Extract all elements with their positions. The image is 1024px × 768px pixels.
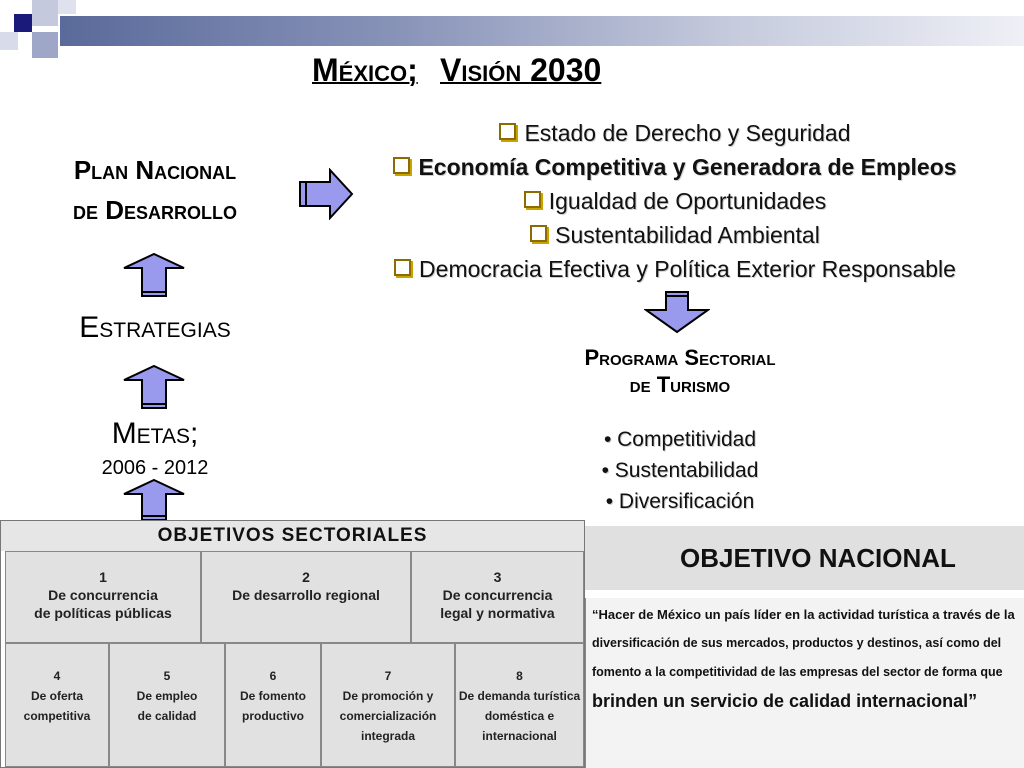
checkbox-icon: [530, 225, 547, 242]
objetivo-cell: [5, 643, 109, 767]
right-arrow-icon: [298, 168, 354, 220]
objetivo-number: 5: [163, 669, 171, 683]
vision-item: [370, 116, 980, 150]
objetivo-line: De fomento: [240, 689, 306, 703]
checkbox-icon: [524, 191, 541, 208]
programa-bullets: [560, 424, 800, 517]
metas-label: Metas;: [111, 417, 199, 450]
objetivo-nacional-line: fomento a la competitividad de las empresas del sector de forma que: [592, 665, 1003, 679]
vision-item: [370, 184, 980, 218]
objetivo-line: De demanda turística: [458, 689, 581, 703]
up-arrow-icon: [122, 478, 186, 522]
vision-item-text: Estado de Derecho y Seguridad: [524, 120, 851, 146]
title-part-1: México;: [312, 52, 418, 88]
objetivo-line: productivo: [242, 709, 304, 723]
title-part-2: Visión 2030: [440, 52, 602, 88]
objetivo-line: De promoción y: [342, 689, 434, 703]
objetivo-line: De concurrencia: [442, 587, 553, 603]
objetivo-line: De empleo: [136, 689, 198, 703]
vision-item: [370, 150, 980, 184]
vision-objectives-list: [370, 116, 980, 286]
objetivo-cell: [109, 643, 225, 767]
objetivo-nacional-panel: [585, 520, 1024, 768]
objetivo-line: De desarrollo regional: [232, 587, 380, 603]
slide-title: [0, 52, 1024, 98]
corner-square-light: [58, 0, 76, 14]
objetivo-nacional-text: [585, 598, 1024, 768]
programa-line-1: Programa Sectorial: [584, 345, 776, 370]
vision-item-text: Igualdad de Oportunidades: [548, 188, 827, 214]
objetivo-cell: [411, 551, 584, 643]
objetivo-nacional-heading: OBJETIVO NACIONAL: [585, 526, 1024, 590]
checkbox-icon: [393, 157, 410, 174]
objetivo-number: 6: [269, 669, 277, 683]
objetivo-cell: [201, 551, 411, 643]
objetivo-line: comercialización integrada: [339, 709, 437, 743]
objetivo-nacional-line: diversificación de sus mercados, productos y destinos, así como del: [592, 636, 1002, 650]
objetivo-line: competitiva: [23, 709, 91, 723]
plan-line-1: Plan Nacional: [73, 155, 237, 185]
down-arrow-icon: [644, 290, 710, 334]
objetivo-number: 2: [302, 569, 310, 585]
programa-line-2: de Turismo: [629, 372, 731, 397]
estrategias-label: Estrategias: [79, 311, 231, 344]
vision-item: [370, 218, 980, 252]
objetivo-line: De concurrencia: [48, 587, 158, 603]
corner-square-light: [32, 0, 58, 26]
objetivo-nacional-line: brinden un servicio de calidad internacional”: [592, 691, 978, 711]
objetivo-nacional-line: “Hacer de México un país líder en la actividad turística a través de la: [592, 607, 1015, 622]
bullet-item: • Diversificación: [605, 490, 755, 513]
objetivo-line: De oferta: [30, 689, 83, 703]
title-bar: [60, 16, 1024, 46]
objetivo-cell: [321, 643, 455, 767]
objetivo-number: 4: [53, 669, 61, 683]
up-arrow-icon: [122, 252, 186, 298]
bullet-item: • Sustentabilidad: [601, 459, 759, 482]
objetivo-line: legal y normativa: [440, 605, 555, 621]
objetivos-sectoriales-panel: [0, 520, 585, 768]
objetivo-line: de calidad: [137, 709, 197, 723]
plan-line-2: de Desarrollo: [72, 195, 237, 225]
objetivo-number: 3: [493, 569, 502, 585]
objetivo-cell: [5, 551, 201, 643]
objetivo-cell: [455, 643, 584, 767]
vision-item-text: Sustentabilidad Ambiental: [555, 222, 820, 248]
bullet-item: • Competitividad: [603, 428, 757, 451]
objetivo-line: de políticas públicas: [34, 605, 172, 621]
objetivo-number: 1: [99, 569, 107, 585]
corner-square-light: [0, 32, 18, 50]
objetivo-cell: [225, 643, 321, 767]
objetivo-number: 8: [516, 669, 523, 683]
objetivo-line: doméstica e internacional: [482, 709, 557, 743]
objetivos-sectoriales-heading: OBJETIVOS SECTORIALES: [1, 521, 584, 551]
vision-item: [370, 252, 980, 286]
vision-item-text: Economía Competitiva y Generadora de Empleos: [418, 154, 957, 180]
corner-square-dark: [14, 14, 32, 32]
checkbox-icon: [499, 123, 516, 140]
objetivo-number: 7: [384, 669, 392, 683]
checkbox-icon: [394, 259, 411, 276]
programa-sectorial-label: [520, 344, 840, 398]
metas-years: 2006 - 2012: [101, 457, 209, 479]
plan-nacional-label: [30, 150, 280, 230]
vision-item-text: Democracia Efectiva y Política Exterior Responsable: [419, 256, 956, 282]
up-arrow-icon: [122, 364, 186, 410]
